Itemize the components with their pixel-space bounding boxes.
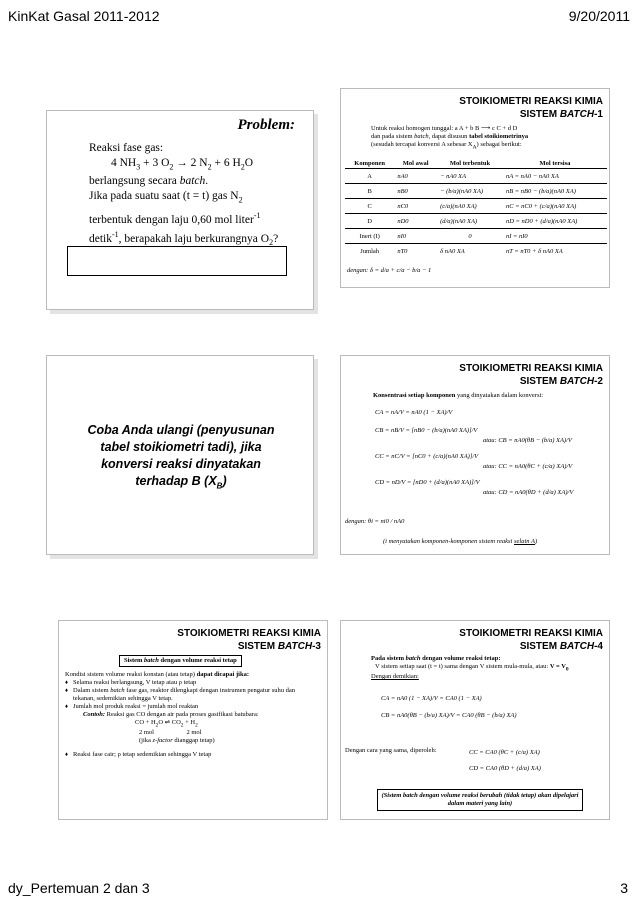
slide2-title: STOIKIOMETRI REAKSI KIMIA SISTEM BATCH-2 (459, 363, 603, 387)
col-mol-awal: Mol awal (394, 159, 437, 169)
problem-equation: 4 $NH_3 + 3$ $O_2 \to 2$ $N_2 + 6$ $H_2O$ (111, 157, 254, 172)
table-row: D nD0 (d/a)(nA0 XA) nD = nD0 + (d/a)(nA0 XA) (345, 214, 607, 229)
slide4-same-way: Dengan cara yang sama, diperoleh: (345, 747, 437, 754)
table-row: Inert (I) nI0 0 nI = nI0 (345, 229, 607, 244)
theta-definition: dengan: θi = ni0 / nA0 (345, 518, 405, 525)
eq-cd-const: CD = CA0 (θD + (d/a) XA) (469, 765, 541, 772)
slide3-body: Kondisi sistem volume reaksi konstan (atau tetap) dapat dicapai jika: ♦ Selama reaksi berlangsung, V tetap atau ρ tetap ♦ Dalam sistem batch fase gas, reaktor dilengkapi dengan instrumen pengatur suhu dan tekanan, sedemikian sehingga V tetap. ♦ Jumlah mol produk reaksi = jumlah mol reaktan Contoh: Reaksi gas CO dengan air pada proses gasifikasi batubara: CO + $H_2O$ ⇌ $CO_2 + H_2$ 2 mol 2 mol (jika z-factor dianggap tetap) ♦ Reaksi fase cair; ρ tetap sedemikian sehingga V tetap (65, 671, 317, 759)
slide4-title: STOIKIOMETRI REAKSI KIMIA SISTEM BATCH-4 (459, 628, 603, 652)
eq-ca-const: CA = nA0 (1 − XA)/V = CA0 (1 − XA) (381, 695, 482, 702)
col-mol-terbentuk: Mol terbentuk (437, 159, 503, 169)
eq-cc-const: CC = CA0 (θC + (c/a) XA) (469, 749, 540, 756)
eq-cc: CC = nC/V = [nC0 + (c/a)(nA0 XA)]/V (375, 453, 479, 460)
table-row: Jumlah nT0 δ nA0 XA nT = nT0 + δ nA0 XA (345, 244, 607, 259)
slide-batch-4 (340, 620, 610, 820)
col-mol-tersisa: Mol tersisa (503, 159, 607, 169)
slide-exercise (46, 355, 314, 555)
slide3-boxed-heading: Sistem batch dengan volume reaksi tetap (119, 655, 242, 667)
slide3-bullet-1: ♦ Selama reaksi berlangsung, V tetap atau ρ tetap (65, 679, 317, 687)
table-row: A nA0 − nA0 XA nA = nA0 − nA0 XA (345, 169, 607, 184)
slide4-equations (381, 693, 607, 721)
problem-line-1: Reaksi fase gas: (89, 142, 164, 154)
exercise-text: Coba Anda ulangi (penyusunan tabel stoikiometri tadi), jika konversi reaksi dinyatakan terhadap B $(X_B)$ (87, 423, 275, 491)
page-number: 3 (620, 880, 628, 896)
eq-cd-alt: atau: CD = nA0(θD + (d/a) XA)/V (483, 489, 574, 496)
eq-cb-alt: atau: CB = nA0(θB − (b/a) XA)/V (483, 437, 572, 444)
slide4-equations-cd (469, 747, 541, 775)
slide1-title: STOIKIOMETRI REAKSI KIMIA SISTEM BATCH-1 (459, 96, 603, 120)
slide3-factor: (jika z-factor dianggap tetap) (139, 737, 215, 745)
eq-cc-alt: atau: CC = nA0(θC + (c/a) XA)/V (483, 463, 573, 470)
slide4-body: Pada sistem batch dengan volume reaksi tetap: V sistem setiap saat (t = t) sama dengan V sistem mula-mula, atau: $V = V_0$ Dengan demikian: (371, 655, 569, 681)
document-header-right: 9/20/2011 (568, 8, 630, 24)
slide3-bullet-4: ♦ Reaksi fase cair; ρ tetap sedemikian sehingga V tetap (65, 751, 317, 759)
slide-batch-2 (340, 355, 610, 555)
slide-problem (46, 110, 314, 310)
problem-title: Problem: (237, 117, 295, 133)
document-header-left: KinKat Gasal 2011-2012 (8, 8, 160, 24)
slide1-intro: Untuk reaksi homogen tunggal: a A + b B ⟶ c C + d D dan pada sistem batch, dapat disusun tabel stoikiometrinya (sesudah tercapai konversi A sebesar $X_A$) sebagai berikut: (371, 125, 529, 151)
slide3-example: Contoh: Reaksi gas CO dengan air pada proses gasifikasi batubara: (83, 711, 259, 718)
problem-text (89, 141, 314, 251)
eq-ca: CA = nA/V = nA0 (1 − XA)/V (375, 409, 453, 416)
table-row: B nB0 − (b/a)(nA0 XA) nB = nB0 − (b/a)(nA0 XA) (345, 184, 607, 199)
slide3-mol: 2 mol 2 mol (139, 729, 202, 737)
slide3-reaction: CO + $H_2O$ ⇌ $CO_2 + H_2$ (135, 719, 198, 729)
delta-definition: dengan: δ = d/a + c/a − b/a − 1 (347, 267, 432, 274)
eq-cb: CB = nB/V = [nB0 − (b/a)(nA0 XA)]/V (375, 427, 478, 434)
slide2-equations (375, 408, 607, 498)
slide4-note-box: (Sistem batch dengan volume reaksi berubah (tidak tetap) akan dipelajari dalam materi yang lain) (377, 789, 583, 811)
eq-cb-const: CB = nA0(θB − (b/a) XA)/V = CA0 (θB − (b/a) XA) (381, 712, 517, 719)
stoichiometry-table (345, 159, 607, 258)
problem-line-5: terbentuk dengan laju 0,60 mol liter$^{-1}$ (89, 210, 261, 226)
slide-batch-1 (340, 88, 610, 288)
slide2-note: (i menyatakan komponen-komponen sistem reaksi selain A) (383, 538, 538, 545)
document-footer-left: dy_Pertemuan 2 dan 3 (8, 880, 150, 896)
problem-line-4: Jika pada suatu saat (t = t) gas $N_2$ (89, 190, 243, 205)
answer-box (67, 246, 287, 276)
problem-line-3: berlangsung secara batch. (89, 175, 209, 188)
table-row: C nC0 (c/a)(nA0 XA) nC = nC0 + (c/a)(nA0 XA) (345, 199, 607, 214)
col-komponen: Komponen (345, 159, 394, 169)
slide2-intro: Konsentrasi setiap komponen yang dinyatakan dalam konversi: (373, 392, 544, 399)
problem-line-6: detik$^{-1}$, berapakah laju berkurangnya $O_2$? (89, 230, 279, 248)
slide4-dengan-demikian: Dengan demikian: (371, 673, 419, 681)
slide3-bullet-2: ♦ Dalam sistem batch fase gas, reaktor dilengkapi dengan instrumen pengatur suhu dan tekanan, sedemikian sehingga V tetap. (65, 687, 317, 703)
slide3-bullet-3: ♦ Jumlah mol produk reaksi = jumlah mol reaktan (65, 703, 317, 711)
slide-batch-3 (58, 620, 328, 820)
slide3-title: STOIKIOMETRI REAKSI KIMIA SISTEM BATCH-3 (177, 628, 321, 652)
eq-cd: CD = nD/V = [nD0 + (d/a)(nA0 XA)]/V (375, 479, 480, 486)
